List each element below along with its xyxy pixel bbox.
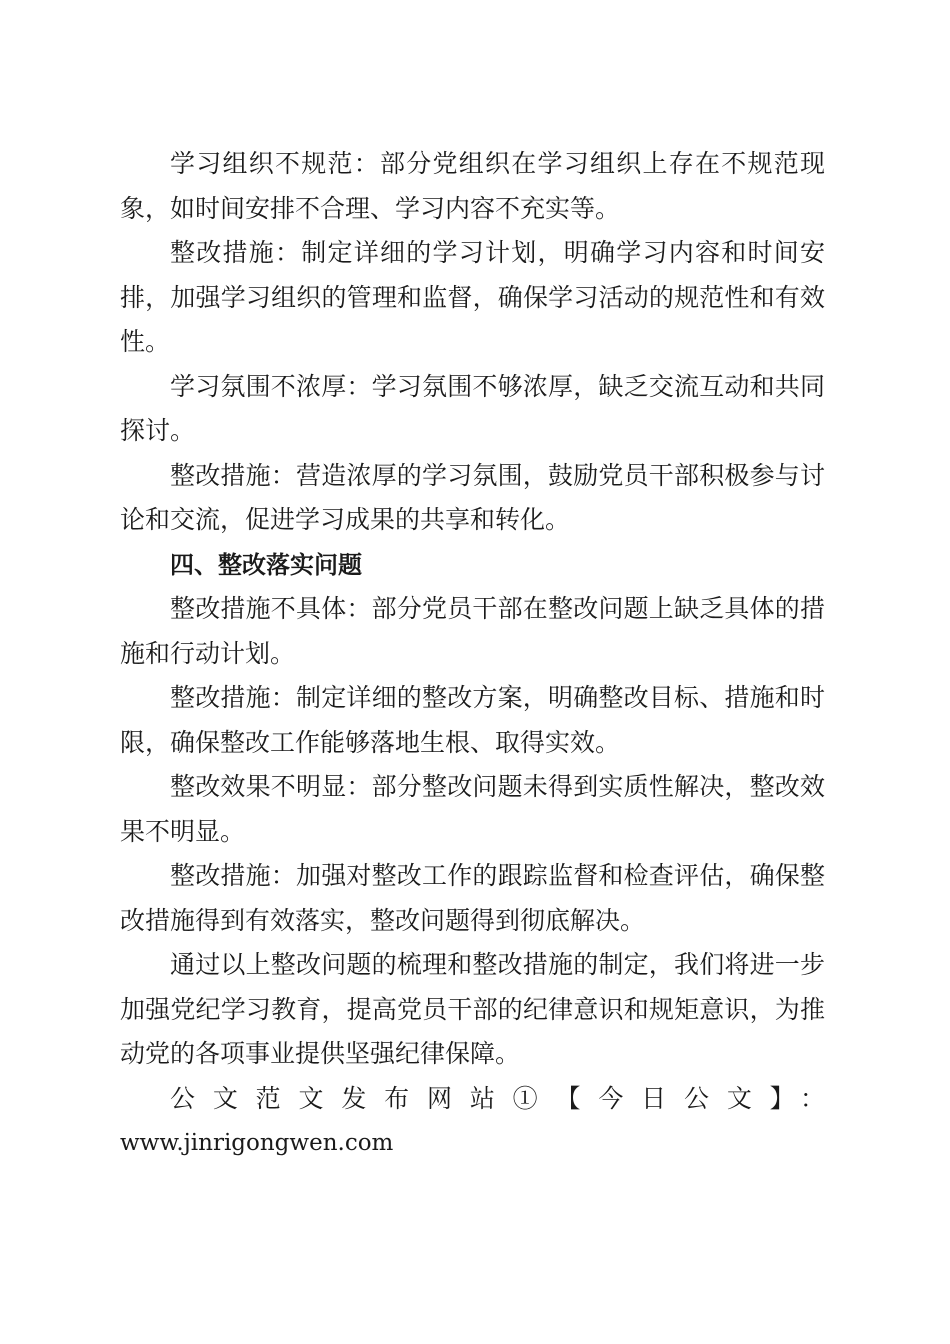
paragraph: 整改措施不具体：部分党员干部在整改问题上缺乏具体的措施和行动计划。 — [120, 594, 825, 668]
paragraph: 通过以上整改问题的梳理和整改措施的制定，我们将进一步加强党纪学习教育，提高党员干部的纪律意识和规矩意识，为推动党的各项事业提供坚强纪律保障。 — [120, 950, 825, 1068]
paragraph: 学习氛围不浓厚：学习氛围不够浓厚，缺乏交流互动和共同探讨。 — [120, 371, 825, 445]
paragraph: 学习组织不规范：部分党组织在学习组织上存在不规范现象，如时间安排不合理、学习内容不充实等。 — [120, 149, 825, 223]
paragraph: 整改措施：加强对整改工作的跟踪监督和检查评估，确保整改措施得到有效落实，整改问题得到彻底解决。 — [120, 861, 825, 935]
paragraph: 整改措施：制定详细的整改方案，明确整改目标、措施和时限，确保整改工作能够落地生根、取得实效。 — [120, 683, 825, 757]
footer-site-label: 公文范文发布网站①【今日公文】： — [170, 1083, 825, 1113]
paragraph: 整改效果不明显：部分整改问题未得到实质性解决，整改效果不明显。 — [120, 772, 825, 846]
footer-url: www.jinrigongwen.com — [120, 1130, 394, 1156]
document-body — [120, 142, 825, 1166]
paragraph: 整改措施：营造浓厚的学习氛围，鼓励党员干部积极参与讨论和交流，促进学习成果的共享和转化。 — [120, 460, 825, 534]
section-heading: 四、整改落实问题 — [170, 550, 362, 579]
paragraph: 整改措施：制定详细的学习计划，明确学习内容和时间安排，加强学习组织的管理和监督，确保学习活动的规范性和有效性。 — [120, 238, 825, 356]
